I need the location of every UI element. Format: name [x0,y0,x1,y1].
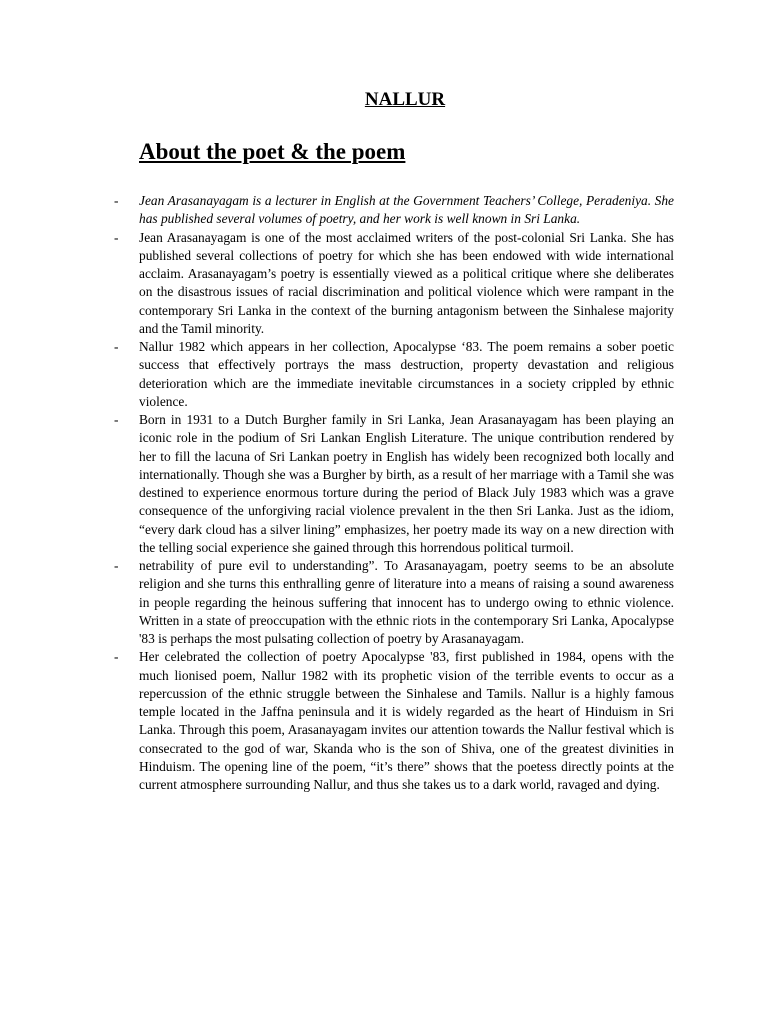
bullet-marker: - [114,558,119,573]
bullet-text: Jean Arasanayagam is one of the most acclaimed writers of the post-colonial Sri Lanka. She has published several collections of poetry for which she has been endowed with wide international acclaim. Arasanayagam’s poetry is essentially viewed as a political critique where she deliberates on the disastrous issues of racial discrimination and political violence which were rampant in the contemporary Sri Lanka in the context of the burning antagonism between the Sinhalese majority and the Tamil minority. [139,229,674,336]
document-title: NALLUR [364,89,446,110]
list-item [114,192,674,229]
bullet-marker: - [114,649,119,665]
bullet-marker: - [114,229,119,245]
section-heading: About the poet & the poem [139,139,406,164]
bullet-marker: - [114,193,119,208]
bullet-text: netrability of pure evil to understanding”. To Arasanayagam, poetry seems to be an absolute religion and she turns this enthralling genre of literature into a means of raising a sound awareness in people regarding the heinous suffering that innocent has to undergo owing to ethnic violence. Written in a state of preoccupation with the ethnic riots in the contemporary Sri Lanka, Apocalypse '83 is perhaps the most pulsating collection of poetry by Arasanayagam. [139,558,674,646]
list-item [114,338,674,411]
list-item [114,557,674,648]
bullet-marker: - [114,412,119,427]
bullet-marker: - [114,339,119,354]
list-item [114,648,674,794]
list-item [114,411,674,557]
list-item [114,229,674,339]
bullet-list [0,192,768,794]
bullet-text: Nallur 1982 which appears in her collection, Apocalypse ‘83. The poem remains a sober poetic success that effectively portrays the mass destruction, property devastation and religious deterioration which are the immediate inevitable circumstances in a society crippled by ethnic violence. [139,339,674,409]
bullet-text: Her celebrated the collection of poetry Apocalypse '83, first published in 1984, opens with the much lionised poem, Nallur 1982 with its prophetic vision of the terrible events to occur as a repercussion of the ethnic struggle between the Sinhalese and Tamils. Nallur is a highly famous temple located in the Jaffna peninsula and it is widely regarded as the heart of Hinduism in Sri Lanka. Through this poem, Arasanayagam invites our attention towards the Nallur festival which is consecrated to the god of war, Skanda who is the son of Shiva, one of the greatest divinities in Hinduism. The opening line of the poem, “it’s there” shows that the poetess directly points at the current atmosphere surrounding Nallur, and thus she takes us to a dark world, ravaged and dying. [139,649,674,792]
bullet-text: Jean Arasanayagam is a lecturer in English at the Government Teachers’ College, Peradeniya. She has published several volumes of poetry, and her work is well known in Sri Lanka. [139,193,674,227]
bullet-text: Born in 1931 to a Dutch Burgher family in Sri Lanka, Jean Arasanayagam has been playing an iconic role in the podium of Sri Lankan English Literature. The unique contribution rendered by her to fill the lacuna of Sri Lankan poetry in English has widely been recognized both locally and internationally. Though she was a Burgher by birth, as a result of her marriage with a Tamil she was destined to experience enormous torture during the period of Black July 1983 which was a grave consequence of the unforgiving racial violence prevalent in the then Sri Lanka. Just as the idiom, “every dark cloud has a silver lining” emphasizes, her poetry made its way on a new direction with the telling social experience she gained through this horrendous political turmoil. [139,412,674,555]
